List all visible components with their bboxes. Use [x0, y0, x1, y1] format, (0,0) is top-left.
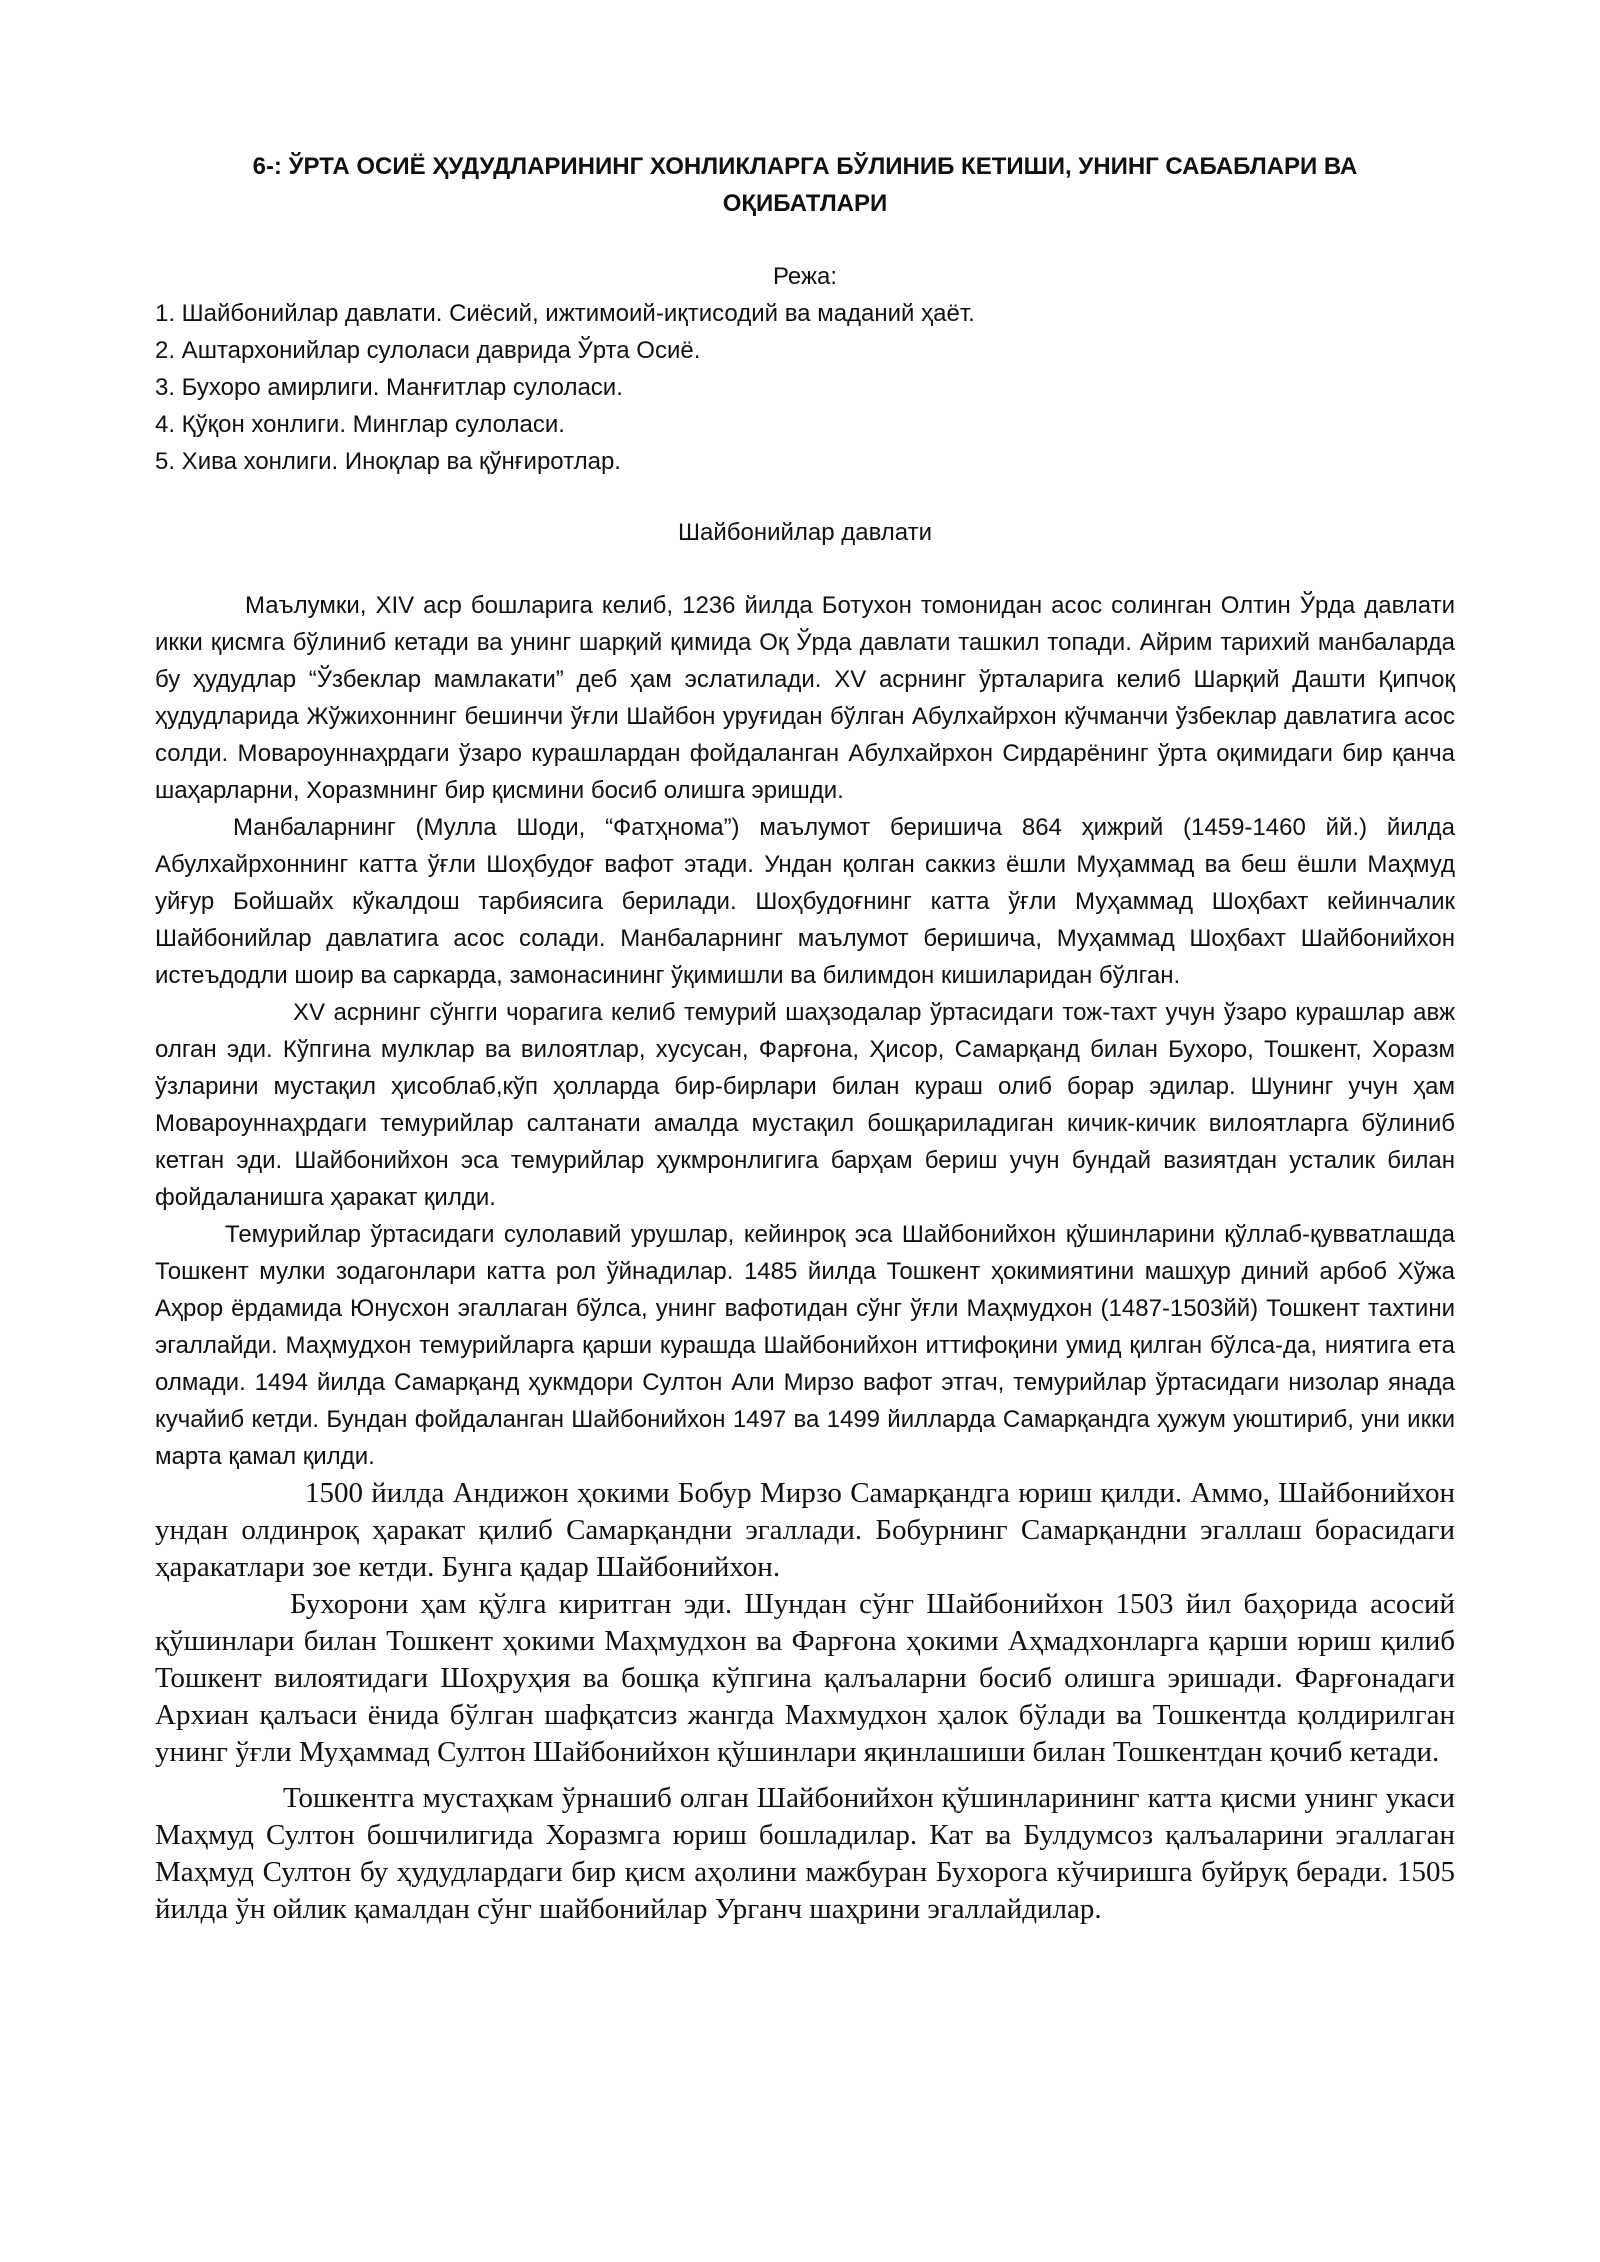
plan-list: [155, 295, 1455, 480]
plan-heading: Режа:: [772, 263, 838, 290]
body-paragraph-serif: 1500 йилда Андижон ҳокими Бобур Мирзо Самарқандга юриш қилди. Аммо, Шайбонийхон ундан олдинроқ ҳаракат қилиб Самарқандни эгаллади. Бобурнинг Самарқандни эгаллаш борасидаги ҳаракатлари зое кетди. Бунга қадар Шайбонийхон.: [155, 1477, 1455, 1583]
plan-item: 5. Хива хонлиги. Иноқлар ва қўнғиротлар.: [155, 448, 621, 475]
body-paragraph-serif: Бухорони ҳам қўлга киритган эди. Шундан сўнг Шайбонийхон 1503 йил баҳорида асосий қўшинлари билан Тошкент ҳокими Маҳмудхон ва Фарғона ҳокими Аҳмадхонларга қарши юриш қилиб Тошкент вилоятидаги Шоҳруҳия ва бошқа кўпгина қалъаларни босиб олишга эришади. Фарғонадаги Архиан қалъаси ёнида бўлган шафқатсиз жангда Махмудхон ҳалок бўлади ва Тошкентда қолдирилган унинг ўғли Муҳаммад Султон Шайбонийхон қўшинлари яқинлашиши билан Тошкентдан қочиб кетади.: [155, 1588, 1455, 1768]
body-paragraph: Темурийлар ўртасидаги сулолавий урушлар, кейинроқ эса Шайбонийхон қўшинларини қўллаб-қувватлашда Тошкент мулки зодагонлари катта рол ўйнадилар. 1485 йилда Тошкент ҳокимиятини машҳур диний арбоб Хўжа Аҳрор ёрдамида Юнусхон эгаллаган бўлса, унинг вафотидан сўнг ўғли Маҳмудхон (1487-1503йй) Тошкент тахтини эгаллайди. Маҳмудхон темурийларга қарши курашда Шайбонийхон иттифоқини умид қилган бўлса-да, ниятига ета олмади. 1494 йилда Самарқанд ҳукмдори Султон Али Мирзо вафот этгач, темурийлар ўртасидаги низолар янада кучайиб кетди. Бундан фойдаланган Шайбонийхон 1497 ва 1499 йилларда Самарқандга ҳужум уюштириб, уни икки марта қамал қилди.: [155, 1221, 1455, 1470]
body-paragraph: Маълумки, XIV аср бошларига келиб, 1236 йилда Ботухон томонидан асос солинган Олтин Ўрда давлати икки қисмга бўлиниб кетади ва унинг шарқий қимида Оқ Ўрда давлати ташкил топади. Айрим тарихий манбаларда бу ҳудудлар “Ўзбеклар мамлакати” деб ҳам эслатилади. XV асрнинг ўрталарига келиб Шарқий Дашти Қипчоқ ҳудудларида Жўжихоннинг бешинчи ўғли Шайбон уруғидан бўлган Абулхайрхон кўчманчи ўзбеклар давлатига асос солди. Мовароуннаҳрдаги ўзаро курашлардан фойдаланган Абулхайрхон Сирдарёнинг ўрта оқимидаги бир қанча шаҳарларни, Хоразмнинг бир қисмини босиб олишга эришди.: [155, 592, 1455, 804]
plan-item: 3. Бухоро амирлиги. Манғитлар сулоласи.: [155, 374, 623, 401]
body-paragraph-serif: Тошкентга мустаҳкам ўрнашиб олган Шайбонийхон қўшинларининг катта қисми унинг укаси Маҳмуд Султон бошчилигида Хоразмга юриш бошладилар. Кат ва Булдумсоз қалъаларини эгаллаган Маҳмуд Султон бу ҳудудлардаги бир қисм аҳолини мажбуран Бухорога кўчиришга буйруқ беради. 1505 йилда ўн ойлик қамалдан сўнг шайбонийлар Урганч шаҳрини эгаллайдилар.: [155, 1782, 1455, 1925]
document-title: 6-: ЎРТА ОСИЁ ҲУДУДЛАРИНИНГ ХОНЛИКЛАРГА БЎЛИНИБ КЕТИШИ, УНИНГ САБАБЛАРИ ВА ОҚИБАТЛАРИ: [252, 153, 1358, 217]
plan-item: 2. Аштархонийлар сулоласи даврида Ўрта Осиё.: [155, 337, 701, 364]
section-heading: Шайбонийлар давлати: [677, 519, 933, 546]
body-paragraph: Манбаларнинг (Мулла Шоди, “Фатҳнома”) маълумот беришича 864 ҳижрий (1459-1460 йй.) йилда Абулхайрхоннинг катта ўғли Шоҳбудоғ вафот этади. Ундан қолган саккиз ёшли Муҳаммад ва беш ёшли Маҳмуд уйғур Бойшайх кўкалдош тарбиясига берилади. Шоҳбудоғнинг катта ўғли Муҳаммад Шоҳбахт кейинчалик Шайбонийлар давлатига асос солади. Манбаларнинг маълумот беришича, Муҳаммад Шоҳбахт Шайбонийхон истеъдодли шоир ва саркарда, замонасининг ўқимишли ва билимдон кишиларидан бўлган.: [155, 814, 1455, 989]
body-paragraph: XV асрнинг сўнгги чорагига келиб темурий шаҳзодалар ўртасидаги тож-тахт учун ўзаро курашлар авж олган эди. Кўпгина мулклар ва вилоятлар, хусусан, Фарғона, Ҳисор, Самарқанд билан Бухоро, Тошкент, Хоразм ўзларини мустақил ҳисоблаб,кўп ҳолларда бир-бирлари билан кураш олиб борар эдилар. Шунинг учун ҳам Мовароуннаҳрдаги темурийлар салтанати амалда мустақил бошқариладиган кичик-кичик вилоятларга бўлиниб кетган эди. Шайбонийхон эса темурийлар ҳукмронлигига барҳам бериш учун бундай вазиятдан усталик билан фойдаланишга ҳаракат қилди.: [155, 999, 1455, 1211]
document-page: [155, 148, 1455, 1928]
plan-item: 4. Қўқон хонлиги. Минглар сулоласи.: [155, 411, 565, 438]
plan-item: 1. Шайбонийлар давлати. Сиёсий, ижтимоий-иқтисодий ва маданий ҳаёт.: [155, 300, 975, 327]
